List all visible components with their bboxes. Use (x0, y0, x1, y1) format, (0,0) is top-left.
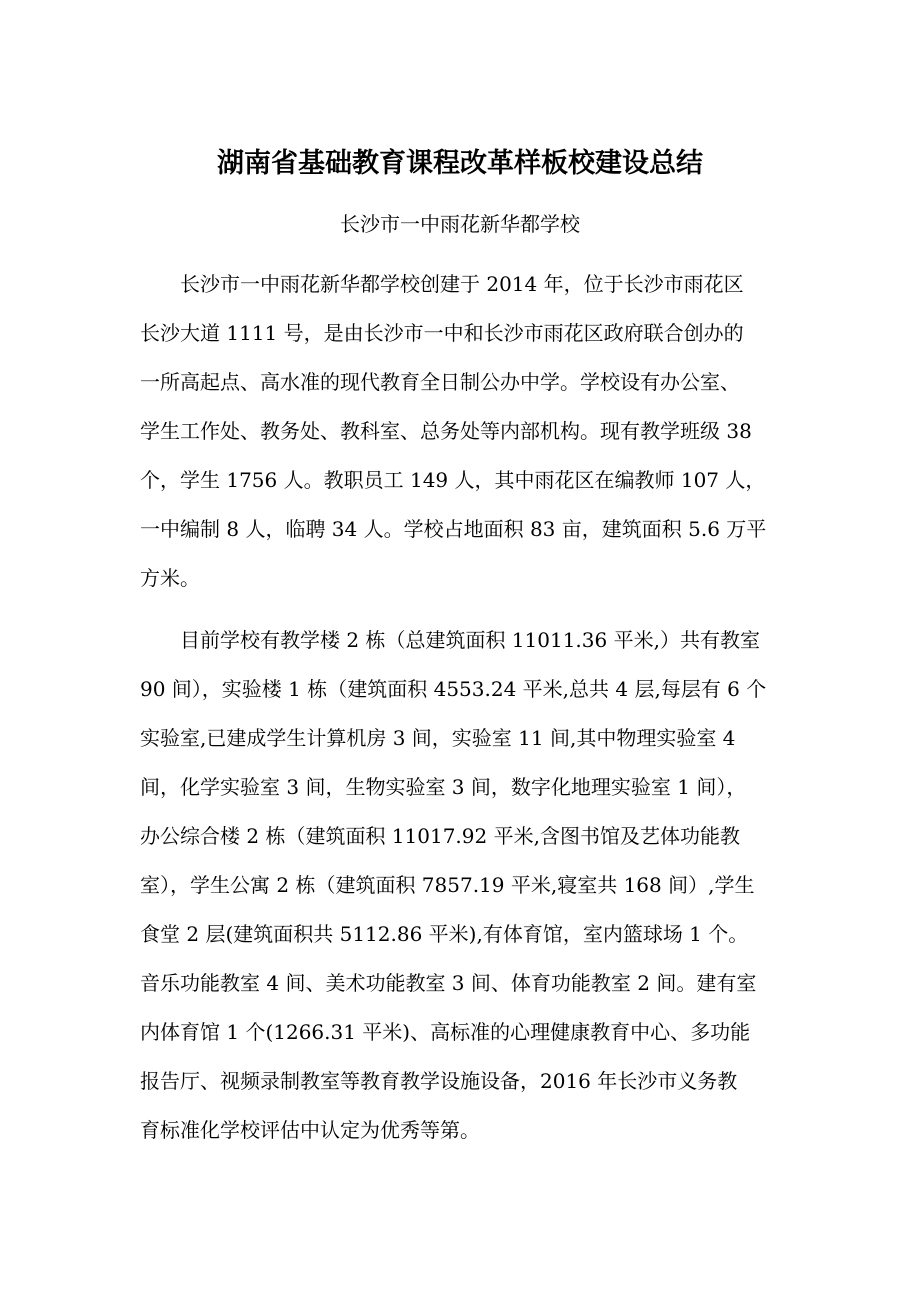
paragraph-line: 办公综合楼 2 栋（建筑面积 11017.92 平米,含图书馆及艺体功能教 (140, 824, 740, 848)
school-name-subtitle: 长沙市一中雨花新华都学校 (340, 212, 580, 236)
paragraph-line: 育标准化学校评估中认定为优秀等第。 (140, 1118, 480, 1142)
paragraph-line: 音乐功能教室 4 间、美术功能教室 3 间、体育功能教室 2 间。建有室 (140, 971, 757, 995)
paragraph-line: 学生工作处、教务处、教科室、总务处等内部机构。现有教学班级 38 (140, 419, 752, 443)
paragraph-line: 实验室,已建成学生计算机房 3 间，实验室 11 间,其中物理实验室 4 (140, 726, 736, 750)
paragraph-line: 方米。 (140, 566, 200, 590)
paragraph-line: 内体育馆 1 个(1266.31 平米)、高标准的心理健康教育中心、多功能 (140, 1020, 751, 1044)
paragraph-line: 目前学校有教学楼 2 栋（总建筑面积 11011.36 平米,）共有教室 (140, 628, 760, 652)
paragraph-line: 一所高起点、高水准的现代教育全日制公办中学。学校设有办公室、 (140, 370, 740, 394)
paragraph-school-overview (140, 260, 790, 603)
paragraph-line: 间，化学实验室 3 间，生物实验室 3 间，数字化地理实验室 1 间）， (140, 775, 747, 799)
page-title: 湖南省基础教育课程改革样板校建设总结 (217, 148, 703, 179)
paragraph-facilities (140, 616, 790, 1155)
paragraph-line: 一中编制 8 人，临聘 34 人。学校占地面积 83 亩，建筑面积 5.6 万平 (140, 517, 767, 541)
paragraph-line: 个，学生 1756 人。教职员工 149 人，其中雨花区在编教师 107 人， (140, 468, 766, 492)
paragraph-line: 长沙大道 1111 号，是由长沙市一中和长沙市雨花区政府联合创办的 (140, 321, 744, 345)
paragraph-line: 90 间），实验楼 1 栋（建筑面积 4553.24 平米,总共 4 层,每层有 6 个 (140, 677, 767, 701)
paragraph-line: 报告厅、视频录制教室等教育教学设施设备，2016 年长沙市义务教 (140, 1069, 738, 1093)
paragraph-line: 食堂 2 层(建筑面积共 5112.86 平米),有体育馆，室内篮球场 1 个。 (140, 922, 749, 946)
paragraph-line: 室），学生公寓 2 栋（建筑面积 7857.19 平米,寝室共 168 间）,学生 (140, 873, 755, 897)
paragraph-line: 长沙市一中雨花新华都学校创建于 2014 年，位于长沙市雨花区 (140, 272, 744, 296)
